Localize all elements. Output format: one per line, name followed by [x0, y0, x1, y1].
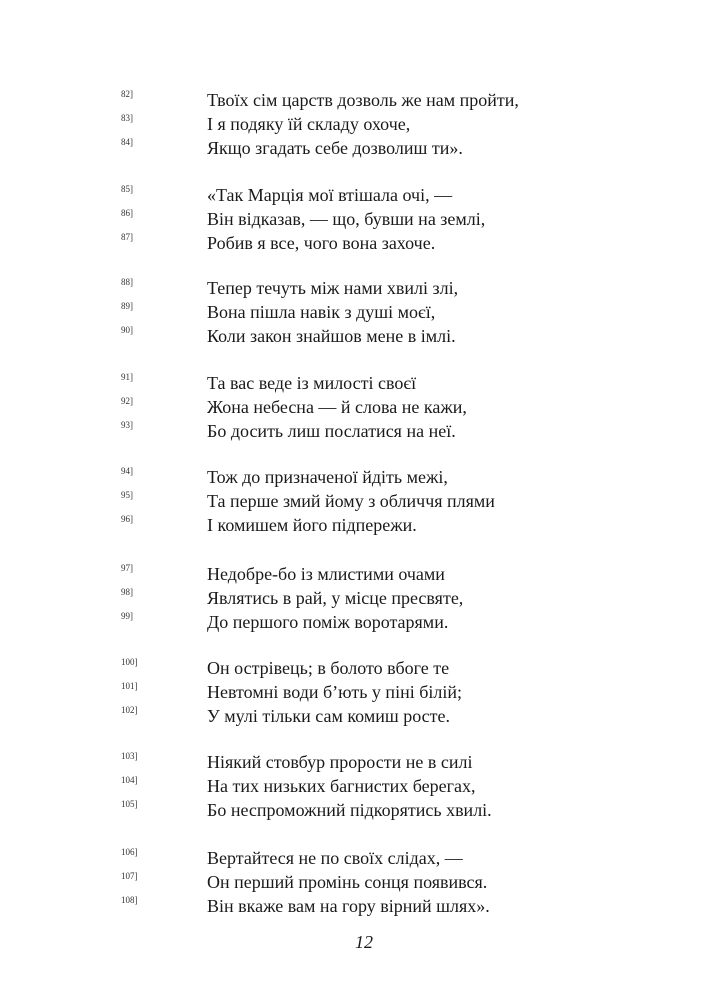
verse-line [0, 231, 728, 255]
line-number: 90] [121, 325, 133, 335]
verse-text: Вертайтеся не по своїх слідах, — [207, 848, 463, 868]
stanza [0, 750, 728, 822]
verse-text: Недобре-бо із млистими очами [207, 564, 445, 584]
stanza [0, 465, 728, 537]
line-number: 87] [121, 232, 133, 242]
verse-text: Бо досить лиш послатися на неї. [207, 421, 456, 441]
verse-text: Он перший промінь сонця появився. [207, 872, 488, 892]
verse-text: Та вас веде із милості своєї [207, 373, 417, 393]
verse-line [0, 870, 728, 894]
verse-text: На тих низьких багнистих берегах, [207, 776, 476, 796]
verse-text: У мулі тільки сам комиш росте. [207, 706, 451, 726]
verse-line [0, 610, 728, 634]
verse-text: Невтомні води б’ють у піні білій; [207, 682, 462, 702]
line-number: 103] [121, 751, 138, 761]
line-number: 94] [121, 466, 133, 476]
stanza [0, 183, 728, 255]
line-number: 91] [121, 372, 133, 382]
line-number: 108] [121, 895, 138, 905]
line-number: 107] [121, 871, 138, 881]
line-number: 101] [121, 681, 138, 691]
line-number: 105] [121, 799, 138, 809]
verse-line [0, 88, 728, 112]
stanza [0, 276, 728, 348]
line-number: 92] [121, 396, 133, 406]
verse-line [0, 112, 728, 136]
line-number: 95] [121, 490, 133, 500]
verse-text: Вона пішла навік з душі моєї, [207, 302, 436, 322]
verse-line [0, 324, 728, 348]
line-number: 104] [121, 775, 138, 785]
verse-text: Робив я все, чого вона захоче. [207, 233, 436, 253]
line-number: 97] [121, 563, 133, 573]
verse-line [0, 656, 728, 680]
verse-line [0, 489, 728, 513]
line-number: 98] [121, 587, 133, 597]
verse-text: До першого поміж воротарями. [207, 612, 449, 632]
verse-line [0, 207, 728, 231]
line-number: 85] [121, 184, 133, 194]
line-number: 106] [121, 847, 138, 857]
verse-text: Тепер течуть між нами хвилі злі, [207, 278, 459, 298]
line-number: 93] [121, 420, 133, 430]
line-number: 88] [121, 277, 133, 287]
verse-line [0, 371, 728, 395]
line-number: 99] [121, 611, 133, 621]
verse-line [0, 465, 728, 489]
verse-text: Твоїх сім царств дозволь же нам пройти, [207, 90, 519, 110]
verse-line [0, 562, 728, 586]
verse-text: Тож до призначеної йдіть межі, [207, 467, 448, 487]
line-number: 100] [121, 657, 138, 667]
verse-line [0, 704, 728, 728]
line-number: 102] [121, 705, 138, 715]
verse-line [0, 395, 728, 419]
verse-line [0, 846, 728, 870]
stanza [0, 846, 728, 918]
page-number: 12 [355, 932, 373, 952]
verse-line [0, 798, 728, 822]
verse-text: І я подяку їй складу охоче, [207, 114, 411, 134]
verse-line [0, 750, 728, 774]
verse-text: Бо неспроможний підкорятись хвилі. [207, 800, 492, 820]
verse-text: Ніякий стовбур прорости не в силі [207, 752, 473, 772]
line-number: 82] [121, 89, 133, 99]
line-number: 83] [121, 113, 133, 123]
stanza [0, 371, 728, 443]
verse-text: Он острівець; в болото вбоге те [207, 658, 450, 678]
verse-line [0, 586, 728, 610]
line-number: 86] [121, 208, 133, 218]
verse-line [0, 183, 728, 207]
verse-line [0, 276, 728, 300]
verse-line [0, 894, 728, 918]
verse-line [0, 774, 728, 798]
verse-text: Він відказав, — що, бувши на землі, [207, 209, 486, 229]
verse-text: «Так Марція мої втішала очі, — [207, 185, 453, 205]
verse-text: Коли закон знайшов мене в імлі. [207, 326, 456, 346]
line-number: 84] [121, 137, 133, 147]
verse-text: Якщо згадать себе дозволиш ти». [207, 138, 463, 158]
verse-line [0, 300, 728, 324]
verse-line [0, 419, 728, 443]
stanza [0, 656, 728, 728]
stanza [0, 562, 728, 634]
verse-text: Та перше змий йому з обличчя плями [207, 491, 495, 511]
line-number: 96] [121, 514, 133, 524]
verse-text: Являтись в рай, у місце пресвяте, [207, 588, 464, 608]
stanza [0, 88, 728, 160]
verse-text: Він вкаже вам на гору вірний шлях». [207, 896, 490, 916]
verse-text: Жона небесна — й слова не кажи, [207, 397, 467, 417]
line-number: 89] [121, 301, 133, 311]
verse-line [0, 680, 728, 704]
verse-line [0, 136, 728, 160]
verse-text: І комишем його підпережи. [207, 515, 417, 535]
verse-line [0, 513, 728, 537]
